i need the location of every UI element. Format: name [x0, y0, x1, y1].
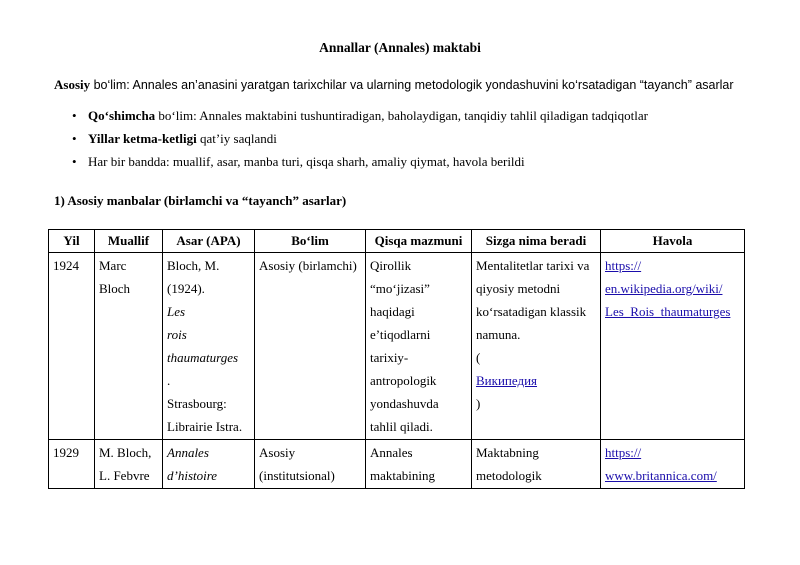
- bullet-icon: •: [72, 154, 77, 169]
- column-header-value: Sizga nima beradi: [472, 230, 601, 253]
- cell-author: [95, 440, 163, 489]
- cell-line: “mo‘jizasi”: [370, 281, 430, 296]
- cell-line: Librairie Istra.: [167, 419, 243, 434]
- bullet-icon: •: [72, 108, 77, 123]
- url-line: en.wikipedia.org/wiki/: [605, 281, 723, 296]
- cell-line: qiyosiy metodni: [476, 281, 561, 296]
- url-line: https://: [605, 445, 642, 460]
- cell-line: Strasbourg:: [167, 396, 227, 411]
- column-header-section: Bo‘lim: [255, 230, 366, 253]
- cell-line: yondashuvda: [370, 396, 439, 411]
- paren-open: (: [476, 350, 481, 365]
- cell-line: Maktabning: [476, 445, 539, 460]
- cell-line: Annales: [370, 445, 413, 460]
- cell-line: Annales: [167, 445, 209, 460]
- cell-line-text: .: [167, 373, 171, 388]
- cell-author: [95, 253, 163, 440]
- cell-line: (institutsional): [259, 468, 335, 483]
- cell-link: [601, 253, 745, 440]
- cell-line: tarixiy-: [370, 350, 409, 365]
- cell-line: M. Bloch,: [99, 445, 152, 460]
- bullet-item-chronology: [54, 127, 648, 150]
- cell-line-italic: thaumaturges: [167, 350, 239, 365]
- cell-line: [476, 346, 596, 415]
- cell-line: Mentalitetlar tarixi va: [476, 258, 590, 273]
- cell-line: e’tiqodlarni: [370, 327, 431, 342]
- cell-line: Bloch: [99, 281, 131, 296]
- url-link[interactable]: [605, 441, 740, 487]
- table-row: [49, 440, 745, 489]
- cell-link: [601, 440, 745, 489]
- cell-line-text: (1924).: [167, 281, 205, 296]
- cell-line: tahlil qiladi.: [370, 419, 433, 434]
- column-header-author: Muallif: [95, 230, 163, 253]
- bullet-icon: •: [72, 131, 77, 146]
- bullet-bold: Yillar ketma-ketligi: [88, 131, 197, 146]
- cell-section: [255, 440, 366, 489]
- cell-line: [167, 346, 250, 392]
- cell-line: antropologik: [370, 373, 437, 388]
- page-title: Annallar (Annales) maktabi: [319, 40, 481, 55]
- cell-line: namuna.: [476, 327, 521, 342]
- cell-line: L. Febvre: [99, 468, 150, 483]
- cell-year: 1929: [49, 440, 95, 489]
- bullet-list: [54, 104, 648, 173]
- intro-paragraph: [54, 77, 734, 93]
- bullet-text: Har bir bandda: muallif, asar, manba turi, qisqa sharh, amaliy qiymat, havola berildi: [88, 154, 525, 169]
- section-heading: 1) Asosiy manbalar (birlamchi va “tayanch” asarlar): [54, 193, 347, 208]
- cell-line: ko‘rsatadigan klassik: [476, 304, 587, 319]
- bullet-item-fields: [54, 150, 648, 173]
- cell-line: Qirollik: [370, 258, 412, 273]
- column-header-work: Asar (APA): [163, 230, 255, 253]
- cell-value: [472, 440, 601, 489]
- sources-table: [48, 229, 745, 489]
- cell-line: Asosiy (birlamchi): [259, 258, 357, 273]
- cell-line: d’histoire: [167, 468, 218, 483]
- bullet-text: qat’iy saqlandi: [196, 131, 277, 146]
- cell-summary: [366, 253, 472, 440]
- cell-summary: [366, 440, 472, 489]
- paren-close: ): [476, 396, 481, 411]
- cell-line: rois: [167, 327, 187, 342]
- cell-line: Asosiy: [259, 445, 296, 460]
- url-line: https://: [605, 258, 642, 273]
- cell-year: 1924: [49, 253, 95, 440]
- url-link[interactable]: [605, 254, 740, 323]
- cell-line: metodologik: [476, 468, 542, 483]
- cell-line: Marc: [99, 258, 127, 273]
- bullet-item-supplementary: [54, 104, 648, 127]
- cell-line: Bloch, M.: [167, 258, 220, 273]
- intro-text: bo‘lim: Annales an’anasini yaratgan tarixchilar va ularning metodologik yondashuvini ko‘rsatadigan “tayanch” asarlar: [90, 78, 734, 92]
- url-line: Les_Rois_thaumaturges: [605, 304, 731, 319]
- bullet-text: bo‘lim: Annales maktabini tushuntiradigan, baholaydigan, tanqidiy tahlil qiladigan tadqiqotlar: [155, 108, 648, 123]
- column-header-year: Yil: [49, 230, 95, 253]
- cell-line-italic: Les: [167, 304, 186, 319]
- wikipedia-link[interactable]: Википедия: [476, 373, 538, 388]
- table-row: [49, 253, 745, 440]
- cell-value: [472, 253, 601, 440]
- table-header-row: [49, 230, 745, 253]
- column-header-link: Havola: [601, 230, 745, 253]
- cell-line: [167, 277, 250, 323]
- bullet-bold: Qo‘shimcha: [88, 108, 156, 123]
- column-header-summary: Qisqa mazmuni: [366, 230, 472, 253]
- intro-bold: Asosiy: [54, 77, 91, 92]
- cell-section: [255, 253, 366, 440]
- cell-work: [163, 253, 255, 440]
- cell-line: haqidagi: [370, 304, 415, 319]
- cell-work: [163, 440, 255, 489]
- url-line: www.britannica.com/: [605, 468, 717, 483]
- cell-line: maktabining: [370, 468, 435, 483]
